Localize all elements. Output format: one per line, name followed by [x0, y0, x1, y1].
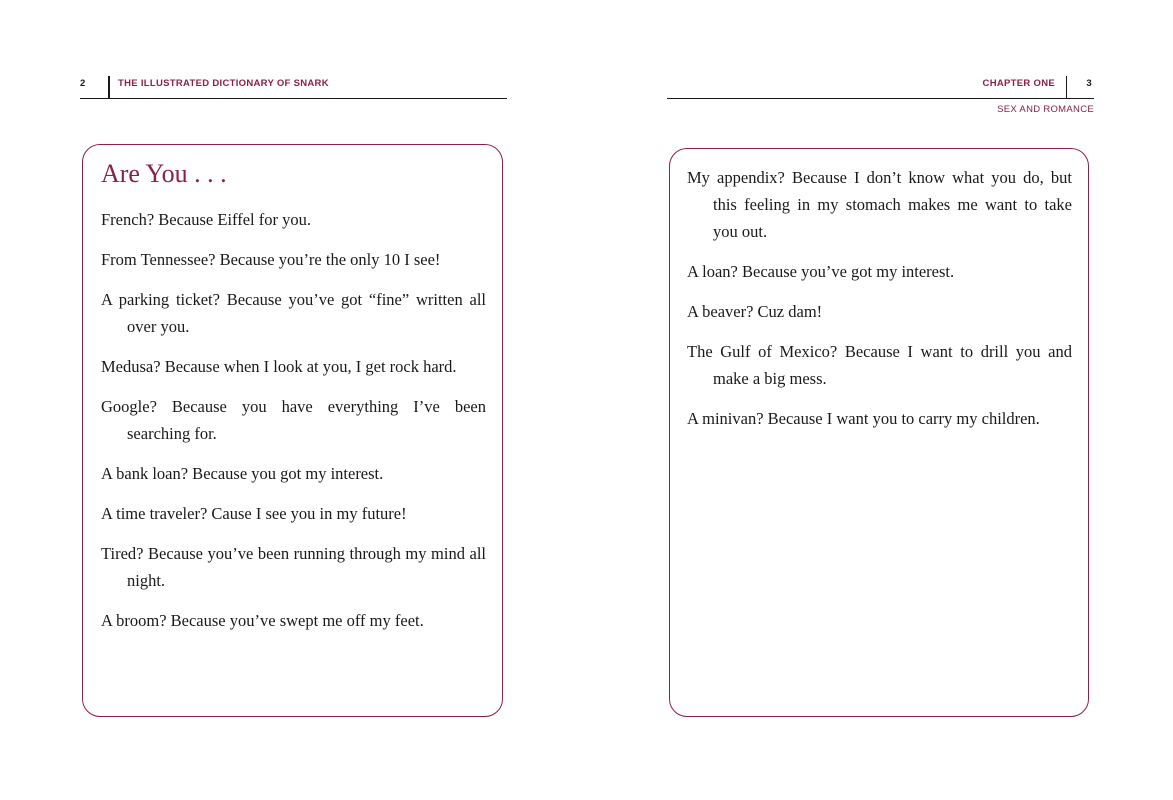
- header-divider: [108, 76, 110, 98]
- entry: French? Because Eiffel for you.: [101, 210, 311, 229]
- entry: A time traveler? Cause I see you in my future!: [101, 504, 407, 523]
- entry: My appendix? Because I don’t know what you do, but this feeling in my stomach makes me want to take you out.: [687, 168, 1072, 241]
- entry: A loan? Because you’ve got my interest.: [687, 262, 955, 281]
- entry-list-left: [101, 206, 486, 634]
- entry: A minivan? Because I want you to carry my children.: [687, 409, 1040, 428]
- section-subtitle: SEX AND ROMANCE: [997, 104, 1094, 115]
- chapter-title: CHAPTER ONE: [982, 78, 1055, 89]
- entry: A bank loan? Because you got my interest.: [101, 464, 384, 483]
- entry: A broom? Because you’ve swept me off my feet.: [101, 611, 424, 630]
- entry: The Gulf of Mexico? Because I want to drill you and make a big mess.: [687, 342, 1072, 388]
- entry: Medusa? Because when I look at you, I get rock hard.: [101, 357, 457, 376]
- header-divider: [1066, 76, 1068, 98]
- content-box-left: [82, 144, 503, 717]
- running-header-right: [667, 76, 1094, 99]
- right-page: [586, 0, 1173, 800]
- left-page: [0, 0, 586, 800]
- section-heading: Are You . . .: [101, 159, 227, 188]
- entry: Tired? Because you’ve been running through my mind all night.: [101, 544, 486, 590]
- entry: From Tennessee? Because you’re the only 10 I see!: [101, 250, 441, 269]
- entry: A parking ticket? Because you’ve got “fine” written all over you.: [101, 290, 486, 336]
- book-title: THE ILLUSTRATED DICTIONARY OF SNARK: [118, 78, 329, 89]
- entry: A beaver? Cuz dam!: [687, 302, 823, 321]
- entry-list-right: [687, 164, 1072, 432]
- page-number: 3: [1086, 78, 1092, 89]
- content-box-right: [669, 148, 1089, 717]
- running-header-left: [80, 76, 507, 99]
- page-number: 2: [80, 78, 86, 89]
- entry: Google? Because you have everything I’ve been searching for.: [101, 397, 486, 443]
